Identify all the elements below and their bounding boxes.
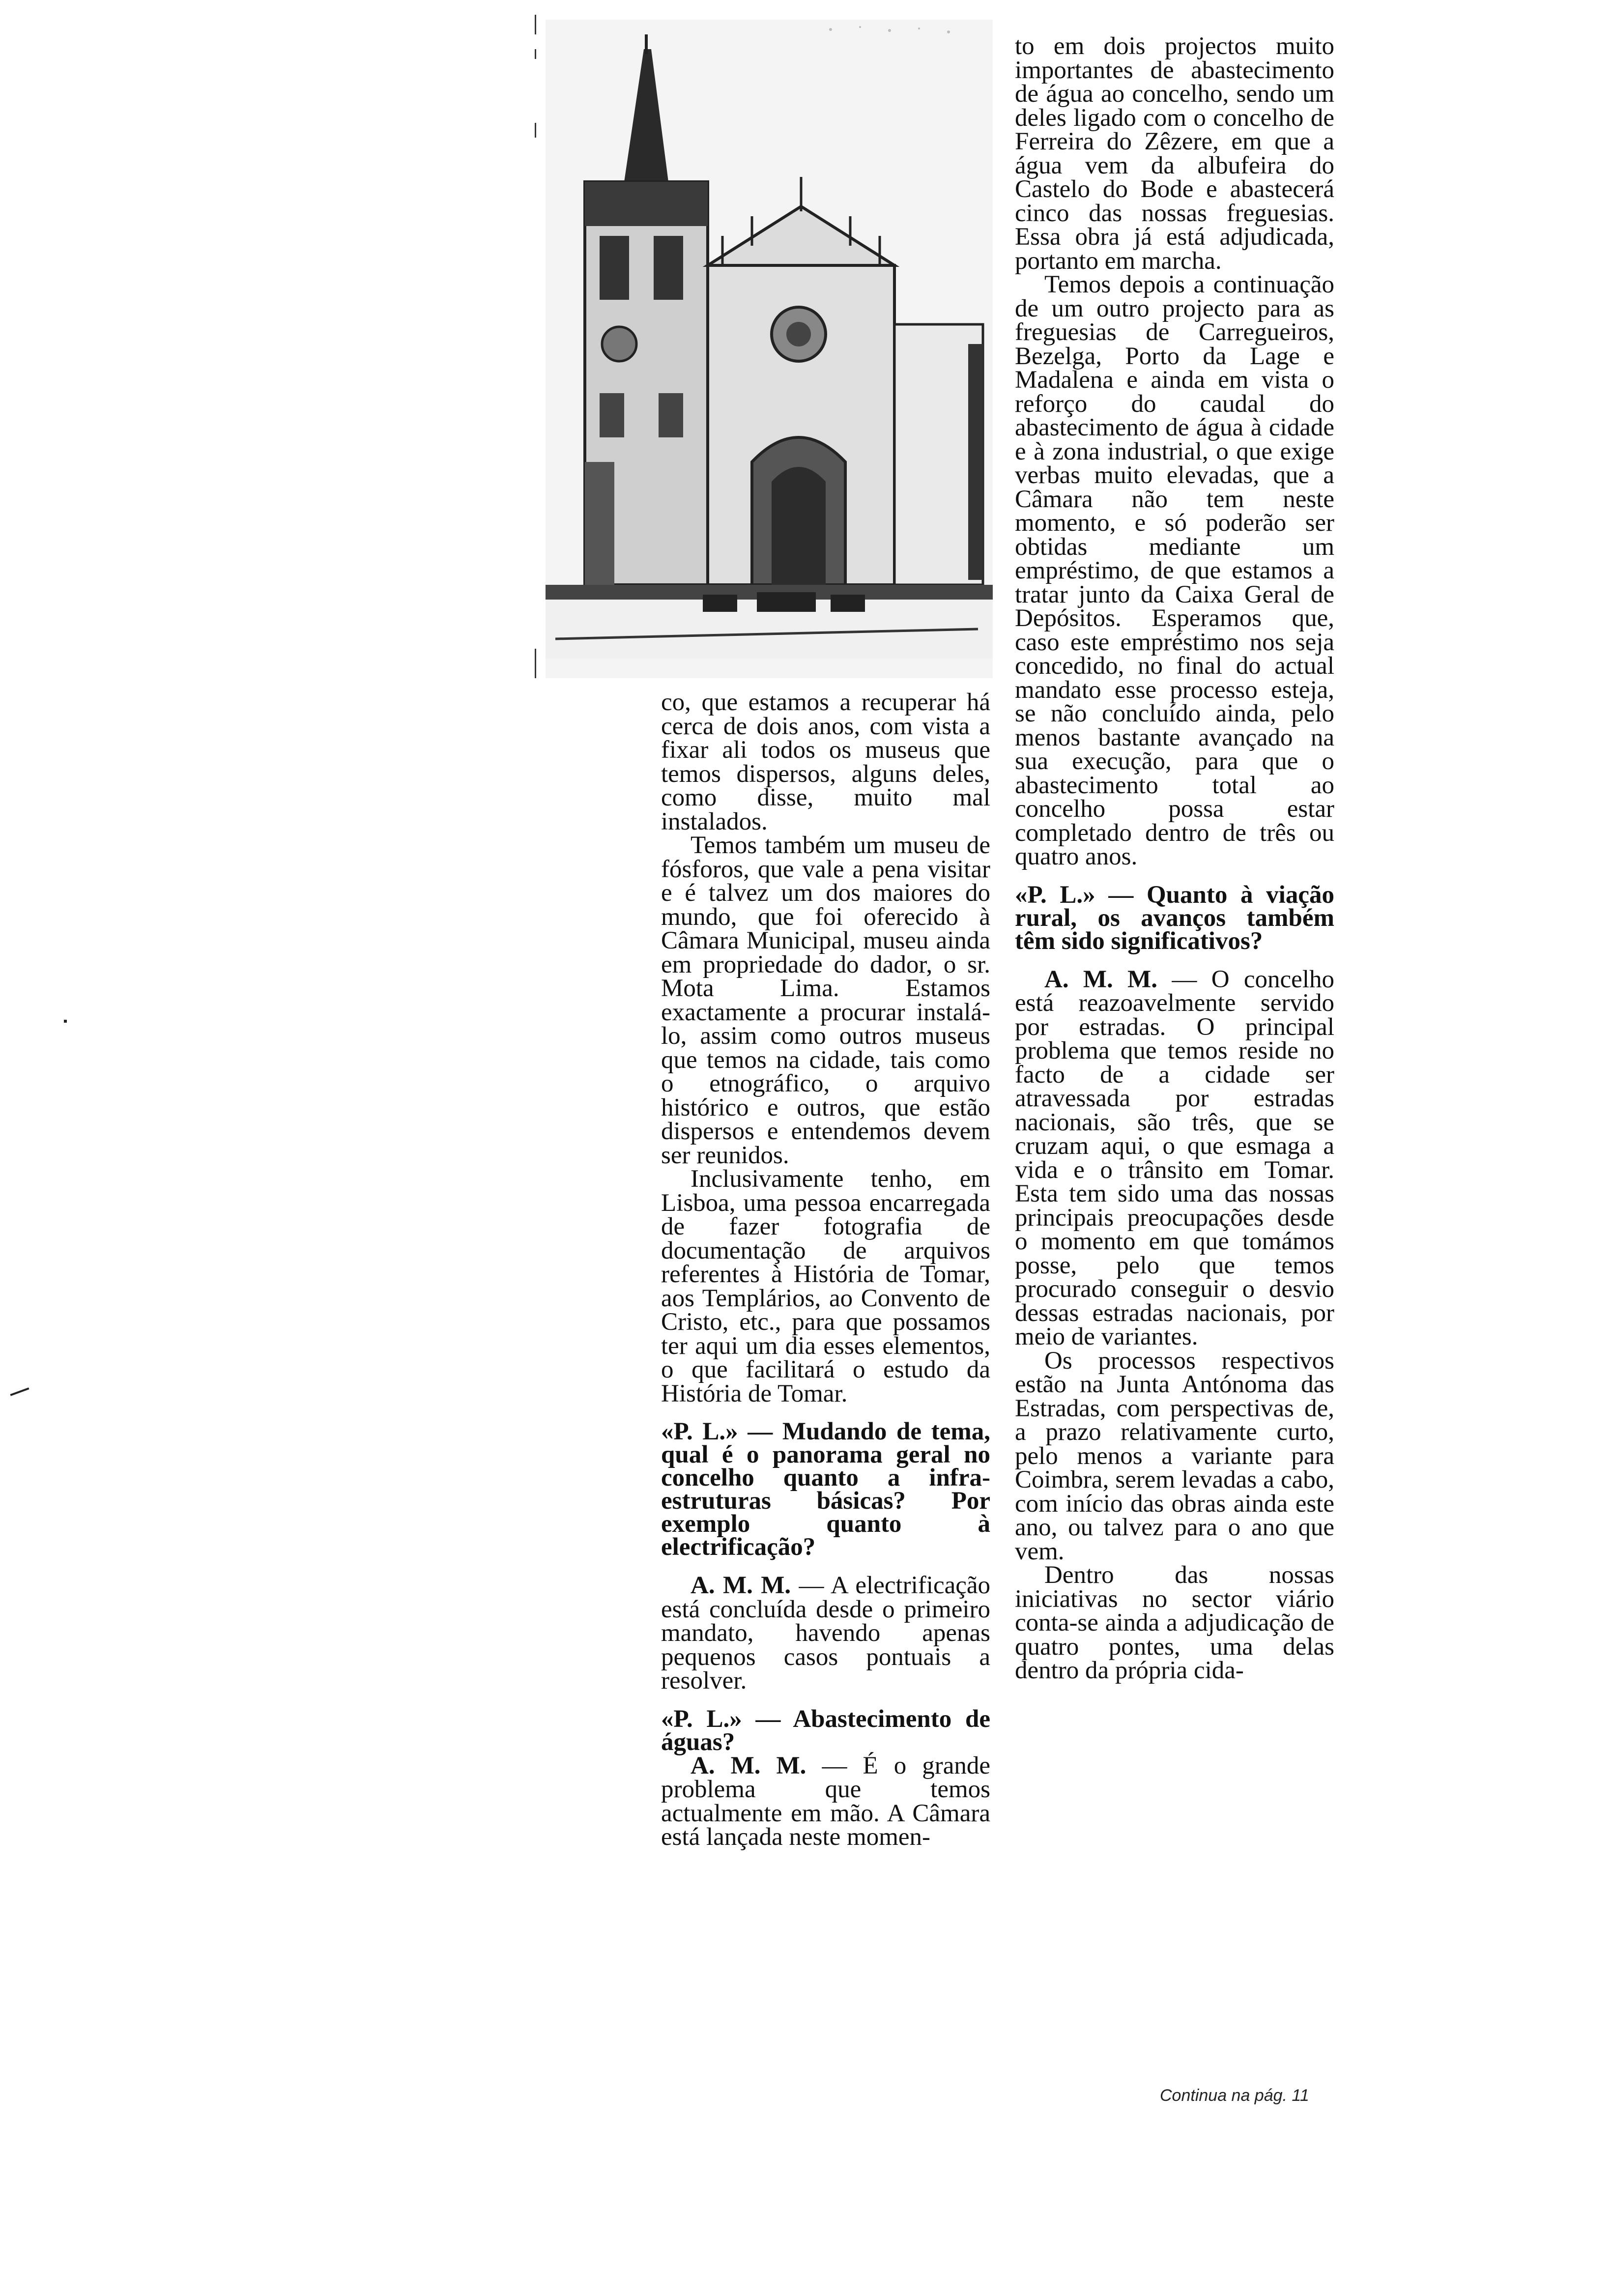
right-paragraph-5: Dentro das nossas iniciativas no sector viário conta-se ainda a adjudicação de quatro pontes, uma delas dentro da própria cida- [1015, 1561, 1334, 1684]
church-photo [546, 20, 993, 678]
interview-question-rural-roads: «P. L.» — Quanto à viação rural, os avanços também têm sido significativos? [1015, 881, 1334, 955]
right-text-column [1015, 34, 1334, 1683]
interview-question-water: «P. L.» — Abastecimento de águas? [661, 1705, 990, 1756]
church-photo-icon [546, 20, 993, 678]
answer-speaker-label: A. M. M. [691, 1751, 806, 1779]
answer-text: — É o grande problema que temos actualmente em mão. A Câmara está lançada neste momen- [661, 1751, 990, 1851]
left-paragraph-1: co, que estamos a recuperar há cerca de dois anos, com vista a fixar ali todos os museus que temos dispersos, alguns deles, como disse, muito mal instalados. [661, 689, 990, 835]
interview-answer-rural-roads [1015, 965, 1334, 1350]
left-text-column [661, 690, 990, 1849]
interview-answer-electrification [661, 1574, 990, 1693]
scan-margin-marks [533, 10, 538, 688]
scan-speck [10, 1387, 29, 1396]
interview-answer-water [661, 1751, 990, 1851]
left-paragraph-2: Temos também um museu de fósforos, que vale a pena visitar e é talvez um dos maiores do mundo, que foi oferecido à Câmara Municipal, museu ainda em propriedade do dador, o sr. Mota Lima. Estamos exactamente a procurar instalá-lo, assim como outros museus que temos na cidade, tais como o etnográfico, o arquivo histórico e outros, que estão dispersos e entendemos devem ser reunidos. [661, 832, 990, 1169]
left-paragraph-3: Inclusivamente tenho, em Lisboa, uma pessoa encarregada de fazer fotografia de documentação de arquivos referentes à História de Tomar, aos Templários, ao Convento de Cristo, etc., para que possamos ter aqui um dia esses elementos, o que facilitará o estudo da História de Tomar. [661, 1165, 990, 1407]
right-paragraph-4: Os processos respectivos estão na Junta Antónoma das Estradas, com perspectivas de, a prazo relativamente curto, pelo menos a variante para Coimbra, serem levadas a cabo, com início das obras ainda este ano, ou talvez para o ano que vem. [1015, 1347, 1334, 1565]
answer-speaker-label: A. M. M. [691, 1572, 791, 1599]
answer-text: — O concelho está reazoavelmente servido por estradas. O principal problema que temos reside no facto de a cidade ser atravessada por estradas nacionais, são três, que se cruzam aqui, o que esmaga a vida e o trânsito em Tomar. Esta tem sido uma das nossas principais preocupações desde o momento em que tomámos posse, pelo que temos procurado conseguir o desvio dessas estradas nacionais, por meio de variantes. [1015, 965, 1334, 1350]
interview-question-electrification: «P. L.» — Mudando de tema, qual é o panorama geral no concelho quanto a infra-estruturas básicas? Por exemplo quanto à electrificação? [661, 1418, 990, 1561]
continued-on-page-note: Continua na pág. 11 [1160, 2086, 1309, 2105]
answer-text: — A electrificação está concluída desde o primeiro mandato, havendo apenas pequenos casos pontuais a resolver. [661, 1572, 990, 1694]
scan-speck [64, 1020, 67, 1023]
right-paragraph-2: Temos depois a continuação de um outro projecto para as freguesias de Carregueiros, Bezelga, Porto da Lage e Madalena e ainda em vista o reforço do caudal do abastecimento de água à cidade e à zona industrial, o que exige verbas muito elevadas, que a Câmara não tem neste momento, e só poderão ser obtidas mediante um empréstimo, de que estamos a tratar junto da Caixa Geral de Depósitos. Esperamos que, caso este empréstimo nos seja concedido, no final do actual mandato esse processo esteja, se não concluído ainda, pelo menos bastante avançado na sua execução, para que o abastecimento total ao concelho possa estar completado dentro de três ou quatro anos. [1015, 271, 1334, 870]
answer-speaker-label: A. M. M. [1044, 965, 1158, 993]
right-paragraph-1: to em dois projectos muito importantes de abastecimento de água ao concelho, sendo um deles ligado com o concelho de Ferreira do Zêzere, em que a água vem da albufeira do Castelo do Bode e abastecerá cinco das nossas freguesias. Essa obra já está adjudicada, portanto em marcha. [1015, 32, 1334, 275]
